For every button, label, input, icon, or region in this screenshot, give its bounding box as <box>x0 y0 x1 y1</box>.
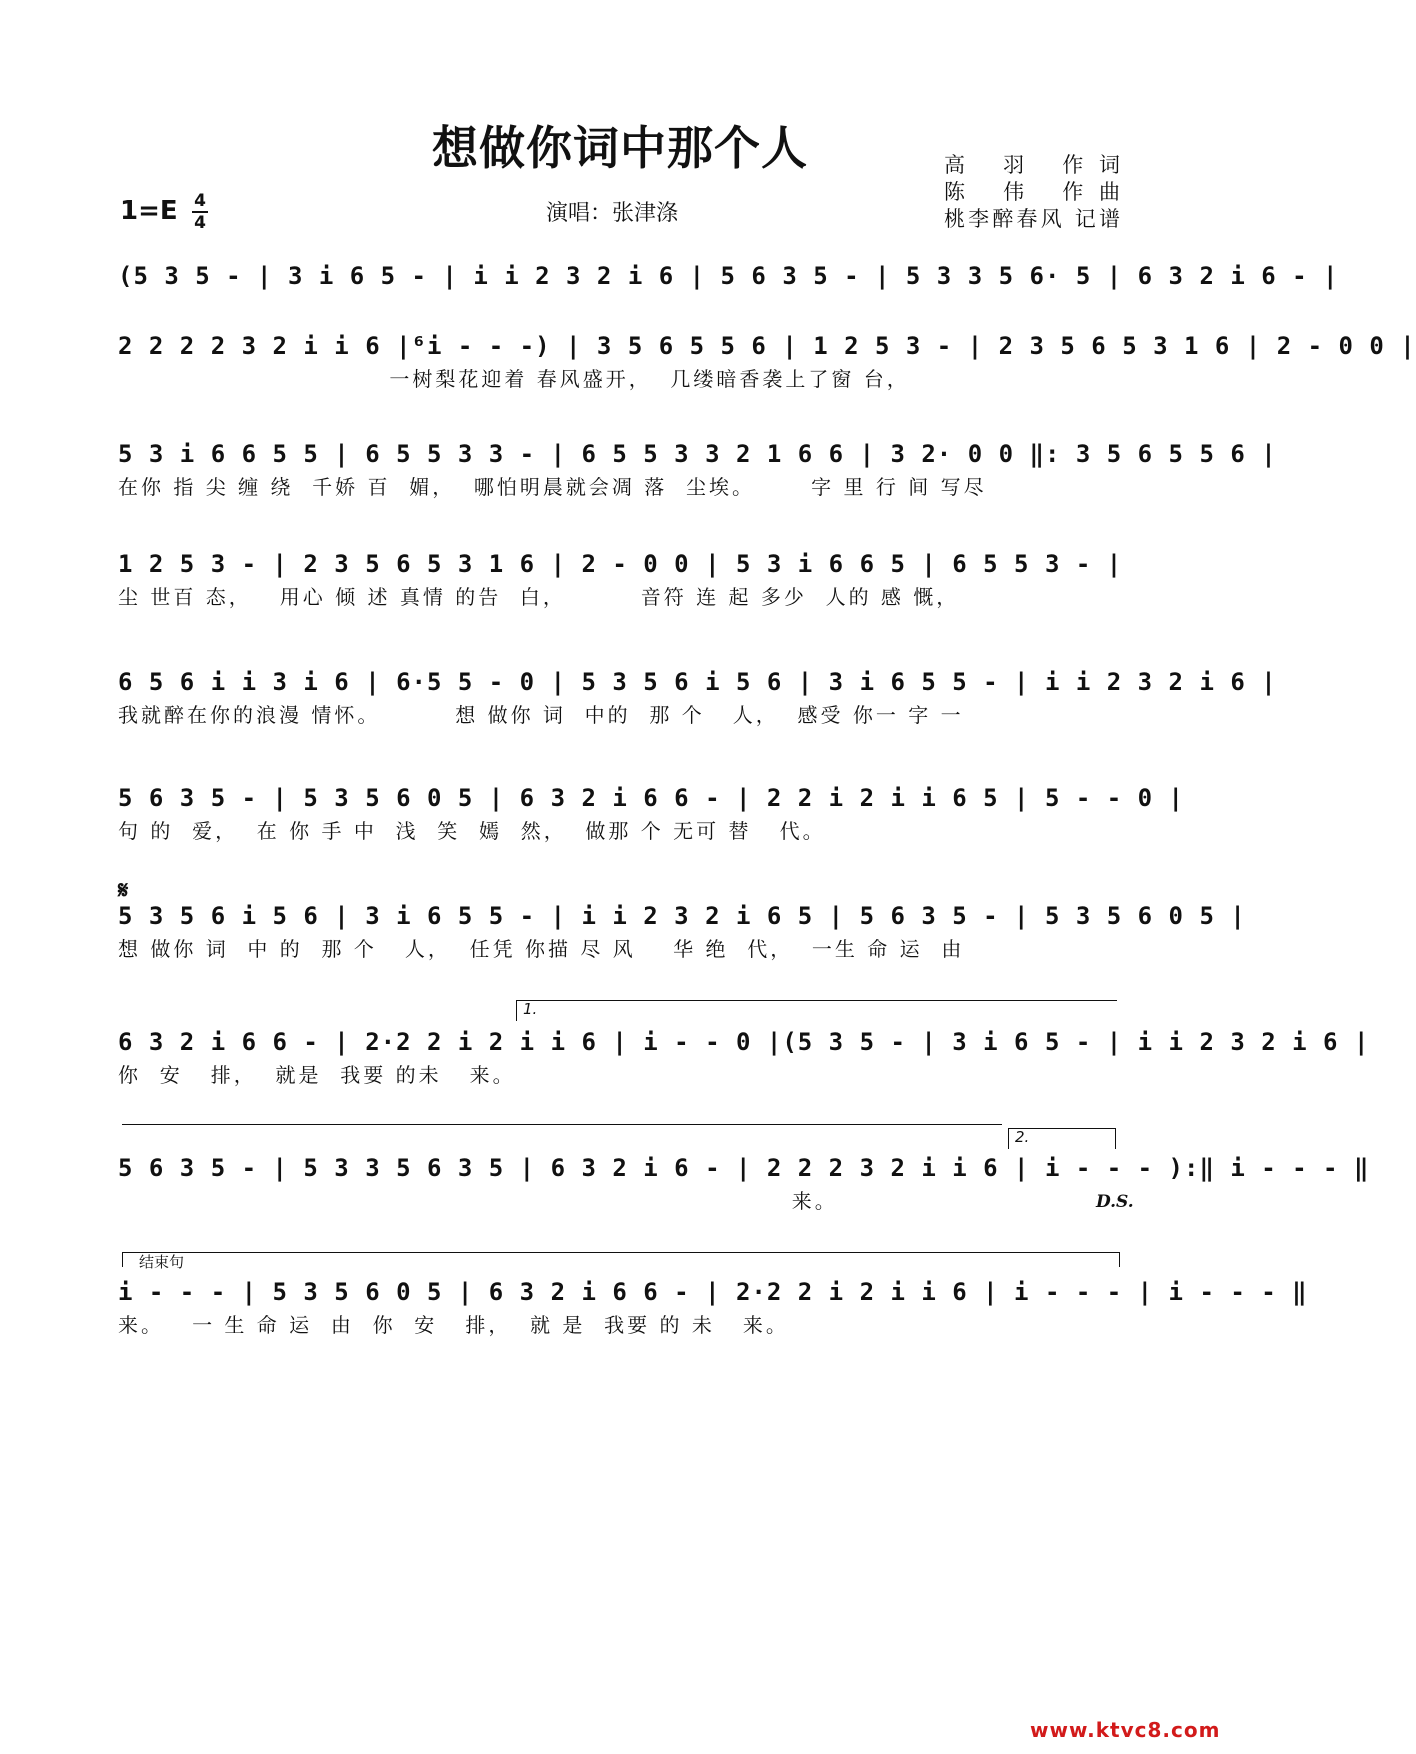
notation-line: 5 3 5 6 i 5 6 | 3 i 6 5 5 - | i i 2 3 2 i 6 5 | 5 6 3 5 - | 5 3 5 6 0 5 | <box>118 902 1246 930</box>
notation-line: 5 6 3 5 - | 5 3 5 6 0 5 | 6 3 2 i 6 6 - | 2 2 i 2 i i 6 5 | 5 - - 0 | <box>118 784 1184 812</box>
notation-line: 1 2 5 3 - | 2 3 5 6 5 3 1 6 | 2 - 0 0 | 5 3 i 6 6 5 | 6 5 5 3 - | <box>118 550 1123 578</box>
coda-label: 结束句 <box>139 1253 185 1271</box>
volta-continuation <box>122 1124 1002 1125</box>
lyric-line: 想 做你 词 中 的 那 个 人， 任凭 你描 尽 风 华 绝 代， 一生 命 运 由 <box>118 937 965 961</box>
lyric-line: 我就醉在你的浪漫 情怀。 想 做你 词 中的 那 个 人， 感受 你一 字 一 <box>118 703 964 727</box>
score-row <box>118 1150 1370 1216</box>
score-row <box>118 258 1339 324</box>
notation-line: (5 3 5 - | 3 i 6 5 - | i i 2 3 2 i 6 | 5 6 3 5 - | 5 3 3 5 6· 5 | 6 3 2 i 6 - | <box>118 262 1339 290</box>
notation-line: 2 2 2 2 3 2 i i 6 |⁶i - - -) | 3 5 6 5 5 6 | 1 2 5 3 - | 2 3 5 6 5 3 1 6 | 2 - 0 0 | <box>118 332 1416 360</box>
notation-line: 5 3 i 6 6 5 5 | 6 5 5 3 3 - | 6 5 5 3 3 2 1 6 6 | 3 2· 0 0 ‖: 3 5 6 5 5 6 | <box>118 440 1277 468</box>
lyric-line: 来。 <box>118 1189 838 1213</box>
notation-line: 6 3 2 i 6 6 - | 2·2 2 i 2 i i 6 | i - - 0 |(5 3 5 - | 3 i 6 5 - | i i 2 3 2 i 6 | <box>118 1028 1370 1056</box>
score-row <box>118 328 1416 394</box>
lyricist-credit: 高 羽 作词 <box>944 153 1120 177</box>
score-row <box>118 546 1123 612</box>
site-watermark: www.ktvc8.com <box>1030 1718 1221 1742</box>
credits <box>944 152 1120 233</box>
notation-line: i - - - | 5 3 5 6 0 5 | 6 3 2 i 6 6 - | 2·2 2 i 2 i i 6 | i - - - | i - - - ‖ <box>118 1278 1308 1306</box>
key-signature: 1=E <box>120 196 178 226</box>
time-signature <box>192 192 208 232</box>
score-row <box>118 1024 1370 1090</box>
volta-2-label: 2. <box>1015 1128 1030 1146</box>
score-row <box>118 898 1246 964</box>
volta-1-label: 1. <box>523 1000 538 1018</box>
volta-first-ending <box>516 1000 1117 1021</box>
lyric-line: 在你 指 尖 缠 绕 千娇 百 媚， 哪怕明晨就会凋 落 尘埃。 字 里 行 间 写尽 <box>118 475 987 499</box>
score-row <box>118 1274 1308 1340</box>
dal-segno-mark: D.S. <box>1096 1192 1134 1212</box>
segno-sign: 𝄋 <box>118 876 129 904</box>
lyric-line: 尘 世百 态， 用心 倾 述 真情 的告 白， 音符 连 起 多少 人的 感 慨， <box>118 585 960 609</box>
notation-line: 6 5 6 i i 3 i 6 | 6·5 5 - 0 | 5 3 5 6 i 5 6 | 3 i 6 5 5 - | i i 2 3 2 i 6 | <box>118 668 1277 696</box>
lyric-line: 来。 一 生 命 运 由 你 安 排， 就 是 我要 的 未 来。 <box>118 1313 789 1337</box>
page-title: 想做你词中那个人 <box>432 121 808 175</box>
notation-line: 5 6 3 5 - | 5 3 3 5 6 3 5 | 6 3 2 i 6 - | 2 2 2 3 2 i i 6 | i - - - ):‖ i - - - ‖ <box>118 1154 1370 1182</box>
lyric-line: 你 安 排， 就是 我要 的未 来。 <box>118 1063 516 1087</box>
time-sig-top: 4 <box>194 191 206 211</box>
coda-bracket <box>122 1252 1120 1271</box>
composer-credit: 陈 伟 作曲 <box>944 180 1120 204</box>
lyric-line <box>118 294 1123 324</box>
score-row <box>118 436 1277 502</box>
score-row <box>118 664 1277 730</box>
volta-second-ending <box>1008 1128 1116 1149</box>
transcriber-credit: 桃李醉春风 记谱 <box>944 207 1120 231</box>
lyric-line: 一树梨花迎着 春风盛开， 几缕暗香袭上了窗 台， <box>118 367 910 391</box>
time-sig-bottom: 4 <box>194 213 206 233</box>
lyric-line: 句 的 爱， 在 你 手 中 浅 笑 嫣 然， 做那 个 无可 替 代。 <box>118 819 826 843</box>
singer-credit: 演唱：张津涤 <box>546 201 679 226</box>
score-row <box>118 780 1184 846</box>
